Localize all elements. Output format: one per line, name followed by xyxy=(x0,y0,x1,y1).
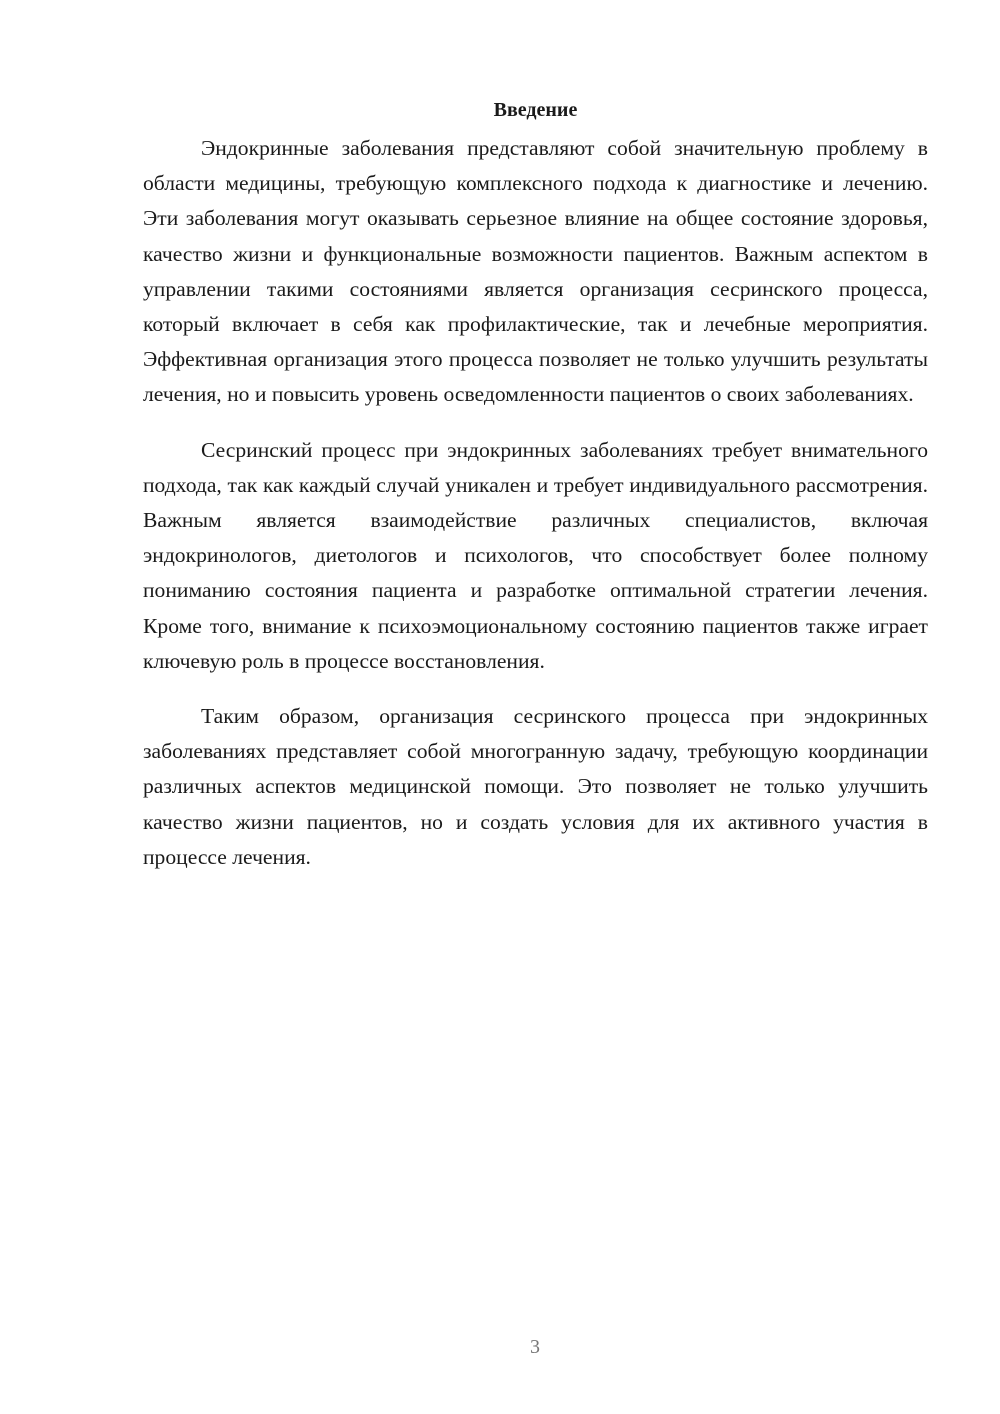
section-title: Введение xyxy=(493,99,578,121)
page-number: 3 xyxy=(530,1336,540,1358)
paragraph-3: Таким образом, организация сесринского процесса при эндокринных заболеваниях представляет собой многогранную задачу, требующую координации различных аспектов медицинской помощи. Это позволяет не только улучшить качество жизни пациентов, но и создать условия для их активного участия в процессе лечения. xyxy=(143,704,928,869)
paragraph-2: Сесринский процесс при эндокринных заболеваниях требует внимательного подхода, так как каждый случай уникален и требует индивидуального рассмотрения. Важным является взаимодействие различных специалистов, включая эндокринологов, диетологов и психологов, что способствует более полному пониманию состояния пациента и разработке оптимальной стратегии лечения. Кроме того, внимание к психоэмоциональному состоянию пациентов также играет ключевую роль в процессе восстановления. xyxy=(143,437,928,673)
paragraph-1: Эндокринные заболевания представляют собой значительную проблему в области медицины, требующую комплексного подхода к диагностике и лечению. Эти заболевания могут оказывать серьезное влияние на общее состояние здоровья, качество жизни и функциональные возможности пациентов. Важным аспектом в управлении такими состояниями является организация сесринского процесса, который включает в себя как профилактические, так и лечебные мероприятия. Эффективная организация этого процесса позволяет не только улучшить результаты лечения, но и повысить уровень осведомленности пациентов о своих заболеваниях. xyxy=(143,136,928,407)
page-content xyxy=(143,92,928,895)
